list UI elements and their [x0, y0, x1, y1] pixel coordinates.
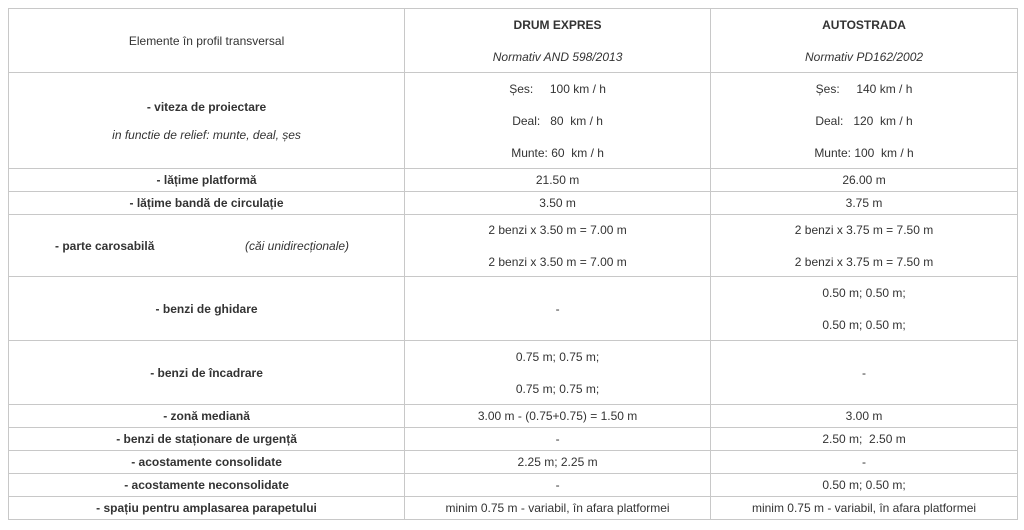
- value-text: -: [555, 301, 560, 316]
- table-row-acostamente-neconsolidate: [9, 474, 1018, 497]
- row-label: - benzi de ghidare: [155, 301, 258, 316]
- row-label: - lățime platformă: [156, 173, 257, 187]
- carosabila-label-group: [13, 239, 400, 253]
- table-row-viteza: [9, 73, 1018, 169]
- header-drum-expres-title: DRUM EXPRES: [513, 17, 602, 32]
- value-text: -: [862, 455, 867, 469]
- table-row-benzi-incadrare: [9, 341, 1018, 405]
- row-label: - acostamente consolidate: [131, 455, 282, 469]
- row-label: - acostamente neconsolidate: [124, 478, 289, 492]
- value-line: Deal: 80 km / h: [512, 113, 603, 128]
- value-text: minim 0.75 m - variabil, în afara platformei: [445, 501, 670, 515]
- drum-expres-value-cell: [405, 215, 711, 277]
- row-label-cell: [9, 169, 405, 192]
- row-label: - benzi de încadrare: [150, 365, 263, 380]
- autostrada-value-cell: [711, 451, 1018, 474]
- value-text: 2.25 m; 2.25 m: [517, 455, 598, 469]
- value-text: minim 0.75 m - variabil, în afara platformei: [751, 501, 977, 515]
- drum-expres-value-cell: [405, 474, 711, 497]
- value-text: 2.50 m; 2.50 m: [822, 432, 906, 446]
- table-header-row: [9, 9, 1018, 73]
- table-row-parte-carosabila: [9, 215, 1018, 277]
- autostrada-value-cell: [711, 428, 1018, 451]
- row-label: - viteza de proiectare: [146, 99, 267, 114]
- table-row-latime-platforma: [9, 169, 1018, 192]
- row-label: - parte carosabilă: [55, 238, 155, 253]
- value-line: 0.75 m; 0.75 m;: [515, 349, 600, 364]
- header-elements-label: Elemente în profil transversal: [128, 33, 285, 48]
- row-note: (căi unidirecționale): [245, 238, 350, 253]
- drum-expres-value-cell: [405, 428, 711, 451]
- table-row-latime-banda: [9, 192, 1018, 215]
- value-line: Deal: 120 km / h: [815, 113, 913, 128]
- header-drum-expres-normativ: Normativ AND 598/2013: [492, 49, 623, 64]
- value-text: 26.00 m: [842, 173, 886, 187]
- value-line: Șes: 140 km / h: [815, 81, 913, 96]
- table-row-zona-mediana: [9, 405, 1018, 428]
- row-label-cell: [9, 405, 405, 428]
- row-label: - zonă mediană: [163, 409, 250, 423]
- autostrada-value-cell: [711, 215, 1018, 277]
- row-label: - spațiu pentru amplasarea parapetului: [96, 501, 317, 515]
- value-text: 0.50 m; 0.50 m;: [822, 478, 906, 492]
- row-label-cell: [9, 277, 405, 341]
- value-text: -: [555, 478, 560, 492]
- row-label-cell: [9, 428, 405, 451]
- autostrada-value-cell: [711, 341, 1018, 405]
- header-autostrada-title: AUTOSTRADA: [822, 17, 906, 32]
- drum-expres-value-cell: [405, 192, 711, 215]
- value-line: 2 benzi x 3.50 m = 7.00 m: [488, 254, 627, 269]
- header-drum-expres-cell: [405, 9, 711, 73]
- table-row-acostamente-consolidate: [9, 451, 1018, 474]
- header-elements-cell: [9, 9, 405, 73]
- autostrada-value-cell: [711, 192, 1018, 215]
- autostrada-value-cell: [711, 277, 1018, 341]
- row-label-cell: [9, 215, 405, 277]
- value-line: 2 benzi x 3.75 m = 7.50 m: [794, 254, 934, 269]
- value-text: 3.00 m: [845, 409, 883, 423]
- row-label: - benzi de staționare de urgență: [116, 432, 297, 446]
- row-label-cell: [9, 73, 405, 169]
- table-row-spatiu-parapet: [9, 497, 1018, 520]
- profile-comparison-table: [8, 8, 1018, 520]
- row-label-cell: [9, 497, 405, 520]
- value-line: Munte: 60 km / h: [511, 145, 604, 160]
- drum-expres-value-cell: [405, 451, 711, 474]
- value-text: 21.50 m: [535, 173, 580, 187]
- value-line: 0.75 m; 0.75 m;: [515, 381, 600, 396]
- table-row-benzi-stationare: [9, 428, 1018, 451]
- autostrada-value-cell: [711, 405, 1018, 428]
- drum-expres-value-cell: [405, 497, 711, 520]
- value-text: 3.75 m: [845, 196, 883, 210]
- value-line: 2 benzi x 3.50 m = 7.00 m: [488, 222, 627, 237]
- row-label: - lățime bandă de circulație: [129, 196, 284, 210]
- drum-expres-value-cell: [405, 169, 711, 192]
- autostrada-value-cell: [711, 169, 1018, 192]
- value-text: 3.00 m - (0.75+0.75) = 1.50 m: [477, 409, 638, 423]
- table-row-benzi-ghidare: [9, 277, 1018, 341]
- row-label-cell: [9, 341, 405, 405]
- value-line: 0.50 m; 0.50 m;: [822, 285, 906, 300]
- row-label-cell: [9, 451, 405, 474]
- value-line: Munte: 100 km / h: [814, 145, 914, 160]
- autostrada-value-cell: [711, 474, 1018, 497]
- row-sublabel: in functie de relief: munte, deal, șes: [112, 127, 301, 142]
- drum-expres-value-cell: [405, 341, 711, 405]
- value-text: -: [862, 365, 867, 380]
- header-autostrada-normativ: Normativ PD162/2002: [804, 49, 924, 64]
- drum-expres-value-cell: [405, 405, 711, 428]
- header-autostrada-cell: [711, 9, 1018, 73]
- value-line: 0.50 m; 0.50 m;: [822, 317, 906, 332]
- row-label-cell: [9, 192, 405, 215]
- value-line: 2 benzi x 3.75 m = 7.50 m: [794, 222, 934, 237]
- value-text: -: [555, 432, 560, 446]
- autostrada-value-cell: [711, 497, 1018, 520]
- drum-expres-value-cell: [405, 73, 711, 169]
- row-label-cell: [9, 474, 405, 497]
- value-text: 3.50 m: [539, 196, 576, 210]
- value-line: Șes: 100 km / h: [509, 81, 606, 96]
- drum-expres-value-cell: [405, 277, 711, 341]
- autostrada-value-cell: [711, 73, 1018, 169]
